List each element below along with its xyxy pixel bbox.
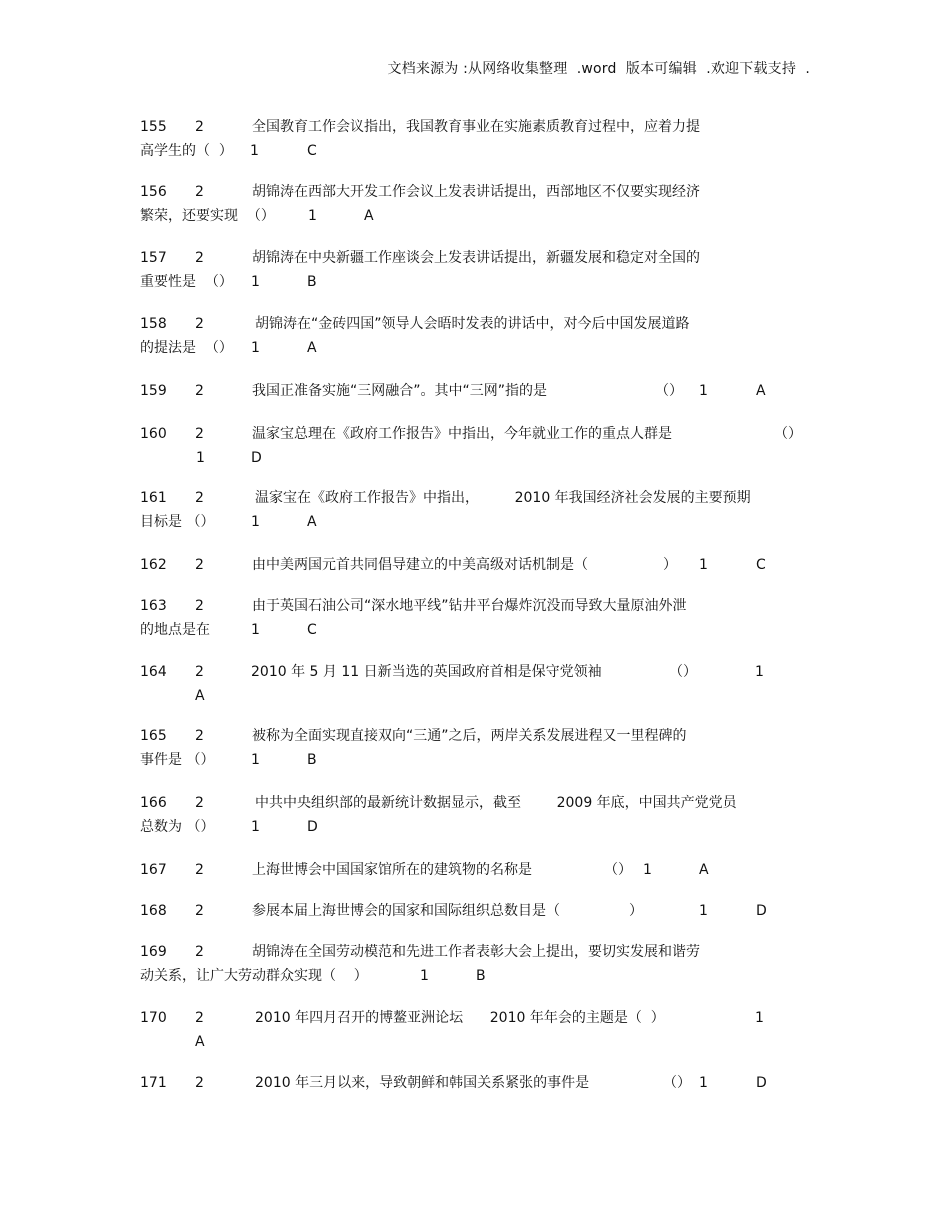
answer-blank: （） [774, 426, 802, 442]
question-text: 由于英国石油公司“深水地平线”钻井平台爆炸沉没而导致大量原油外泄 [252, 598, 687, 614]
question-number: 156 [140, 184, 167, 200]
question-count: 1 [251, 819, 260, 835]
question-count: 1 [196, 450, 205, 466]
question-score: 2 [195, 862, 204, 878]
question-text: 中共中央组织部的最新统计数据显示，截至 2009 年底，中国共产党党员 [255, 795, 737, 811]
question-score: 2 [195, 903, 204, 919]
question-text: 参展本届上海世博会的国家和国际组织总数目是（ [252, 903, 560, 919]
question-answer: D [307, 819, 318, 835]
question-text-cont: 的地点是在 [140, 622, 210, 638]
question-number: 168 [140, 903, 167, 919]
question-number: 159 [140, 383, 167, 399]
question-count: 1 [699, 1075, 708, 1091]
question-number: 169 [140, 944, 167, 960]
question-answer: A [195, 688, 205, 704]
question-text: 温家宝总理在《政府工作报告》中指出，今年就业工作的重点人群是 [252, 426, 672, 442]
question-text: 温家宝在《政府工作报告》中指出， 2010 年我国经济社会发展的主要预期 [255, 490, 751, 506]
question-count: 1 [251, 340, 260, 356]
question-answer: A [699, 862, 709, 878]
question-number: 167 [140, 862, 167, 878]
question-number: 165 [140, 728, 167, 744]
question-item [0, 1008, 950, 1058]
question-count: 1 [699, 557, 708, 573]
question-text: 胡锦涛在全国劳动模范和先进工作者表彰大会上提出，要切实发展和谐劳 [252, 944, 700, 960]
question-number: 166 [140, 795, 167, 811]
question-score: 2 [195, 557, 204, 573]
question-text: 我国正准备实施“三网融合”。其中“三网”指的是 [252, 383, 548, 399]
question-answer: C [307, 622, 317, 638]
question-count: 1 [420, 968, 429, 984]
question-item [0, 117, 950, 167]
question-answer: D [251, 450, 262, 466]
question-text-cont: 高学生的（ ） [140, 143, 233, 159]
question-count: 1 [251, 752, 260, 768]
question-answer: D [756, 903, 767, 919]
question-text: 由中美两国元首共同倡导建立的中美高级对话机制是（ [252, 557, 588, 573]
question-score: 2 [195, 944, 204, 960]
page-header-note: 文档来源为 :从网络收集整理 .word 版本可编辑 .欢迎下载支持 . [387, 61, 810, 77]
answer-blank: （） [669, 664, 697, 680]
question-count: 1 [250, 143, 259, 159]
question-text: 胡锦涛在中央新疆工作座谈会上发表讲话提出，新疆发展和稳定对全国的 [252, 250, 700, 266]
question-number: 171 [140, 1075, 167, 1091]
question-score: 2 [195, 490, 204, 506]
question-score: 2 [195, 728, 204, 744]
question-text: 上海世博会中国国家馆所在的建筑物的名称是 [252, 862, 532, 878]
question-score: 2 [195, 1075, 204, 1091]
question-score: 2 [195, 383, 204, 399]
question-score: 2 [195, 795, 204, 811]
question-text-cont: 重要性是 （） [140, 274, 233, 290]
question-answer: B [307, 752, 317, 768]
question-text: 被称为全面实现直接双向“三通”之后，两岸关系发展进程又一里程碑的 [252, 728, 687, 744]
question-score: 2 [195, 1010, 204, 1026]
question-text: 2010 年 5 月 11 日新当选的英国政府首相是保守党领袖 [251, 664, 602, 680]
question-item [0, 424, 950, 474]
question-answer: A [307, 514, 317, 530]
question-score: 2 [195, 119, 204, 135]
question-answer: A [364, 208, 374, 224]
question-count: 1 [251, 274, 260, 290]
question-number: 155 [140, 119, 167, 135]
question-score: 2 [195, 598, 204, 614]
question-number: 158 [140, 316, 167, 332]
question-item [0, 596, 950, 646]
question-item [0, 726, 950, 776]
question-count: 1 [755, 664, 764, 680]
question-text-cont: 总数为 （） [140, 819, 215, 835]
answer-blank: ） [663, 557, 677, 573]
question-answer: A [195, 1034, 205, 1050]
question-number: 162 [140, 557, 167, 573]
question-count: 1 [251, 514, 260, 530]
question-answer: A [756, 383, 766, 399]
question-score: 2 [195, 184, 204, 200]
question-answer: C [307, 143, 317, 159]
question-text-cont: 事件是 （） [140, 752, 215, 768]
question-number: 164 [140, 664, 167, 680]
question-text-cont: 动关系，让广大劳动群众实现（ ） [140, 968, 368, 984]
question-item [0, 1073, 950, 1123]
question-count: 1 [308, 208, 317, 224]
question-item [0, 182, 950, 232]
answer-blank: （） [663, 1075, 691, 1091]
question-number: 160 [140, 426, 167, 442]
question-score: 2 [195, 664, 204, 680]
question-answer: D [756, 1075, 767, 1091]
question-text: 胡锦涛在“金砖四国”领导人会晤时发表的讲话中，对今后中国发展道路 [255, 316, 690, 332]
question-answer: B [476, 968, 486, 984]
question-score: 2 [195, 250, 204, 266]
question-text-cont: 目标是 （） [140, 514, 215, 530]
question-text-cont: 的提法是 （） [140, 340, 233, 356]
answer-blank: （） [604, 862, 632, 878]
question-number: 161 [140, 490, 167, 506]
question-answer: B [307, 274, 317, 290]
question-count: 1 [699, 903, 708, 919]
question-text: 2010 年三月以来，导致朝鲜和韩国关系紧张的事件是 [255, 1075, 590, 1091]
question-score: 2 [195, 426, 204, 442]
question-item [0, 488, 950, 538]
question-item [0, 662, 950, 712]
question-item [0, 314, 950, 364]
question-text: 全国教育工作会议指出，我国教育事业在实施素质教育过程中，应着力提 [252, 119, 700, 135]
question-count: 1 [755, 1010, 764, 1026]
answer-blank: ） [629, 903, 643, 919]
question-answer: C [756, 557, 766, 573]
question-score: 2 [195, 316, 204, 332]
question-text: 2010 年四月召开的博鳌亚洲论坛 2010 年年会的主题是（ ） [255, 1010, 665, 1026]
question-item [0, 793, 950, 843]
question-count: 1 [699, 383, 708, 399]
question-item [0, 942, 950, 992]
question-item [0, 248, 950, 298]
question-number: 157 [140, 250, 167, 266]
question-number: 170 [140, 1010, 167, 1026]
answer-blank: （） [655, 383, 683, 399]
question-number: 163 [140, 598, 167, 614]
question-text: 胡锦涛在西部大开发工作会议上发表讲话提出，西部地区不仅要实现经济 [252, 184, 700, 200]
question-count: 1 [643, 862, 652, 878]
question-answer: A [307, 340, 317, 356]
question-count: 1 [251, 622, 260, 638]
question-text-cont: 繁荣，还要实现 （） [140, 208, 275, 224]
